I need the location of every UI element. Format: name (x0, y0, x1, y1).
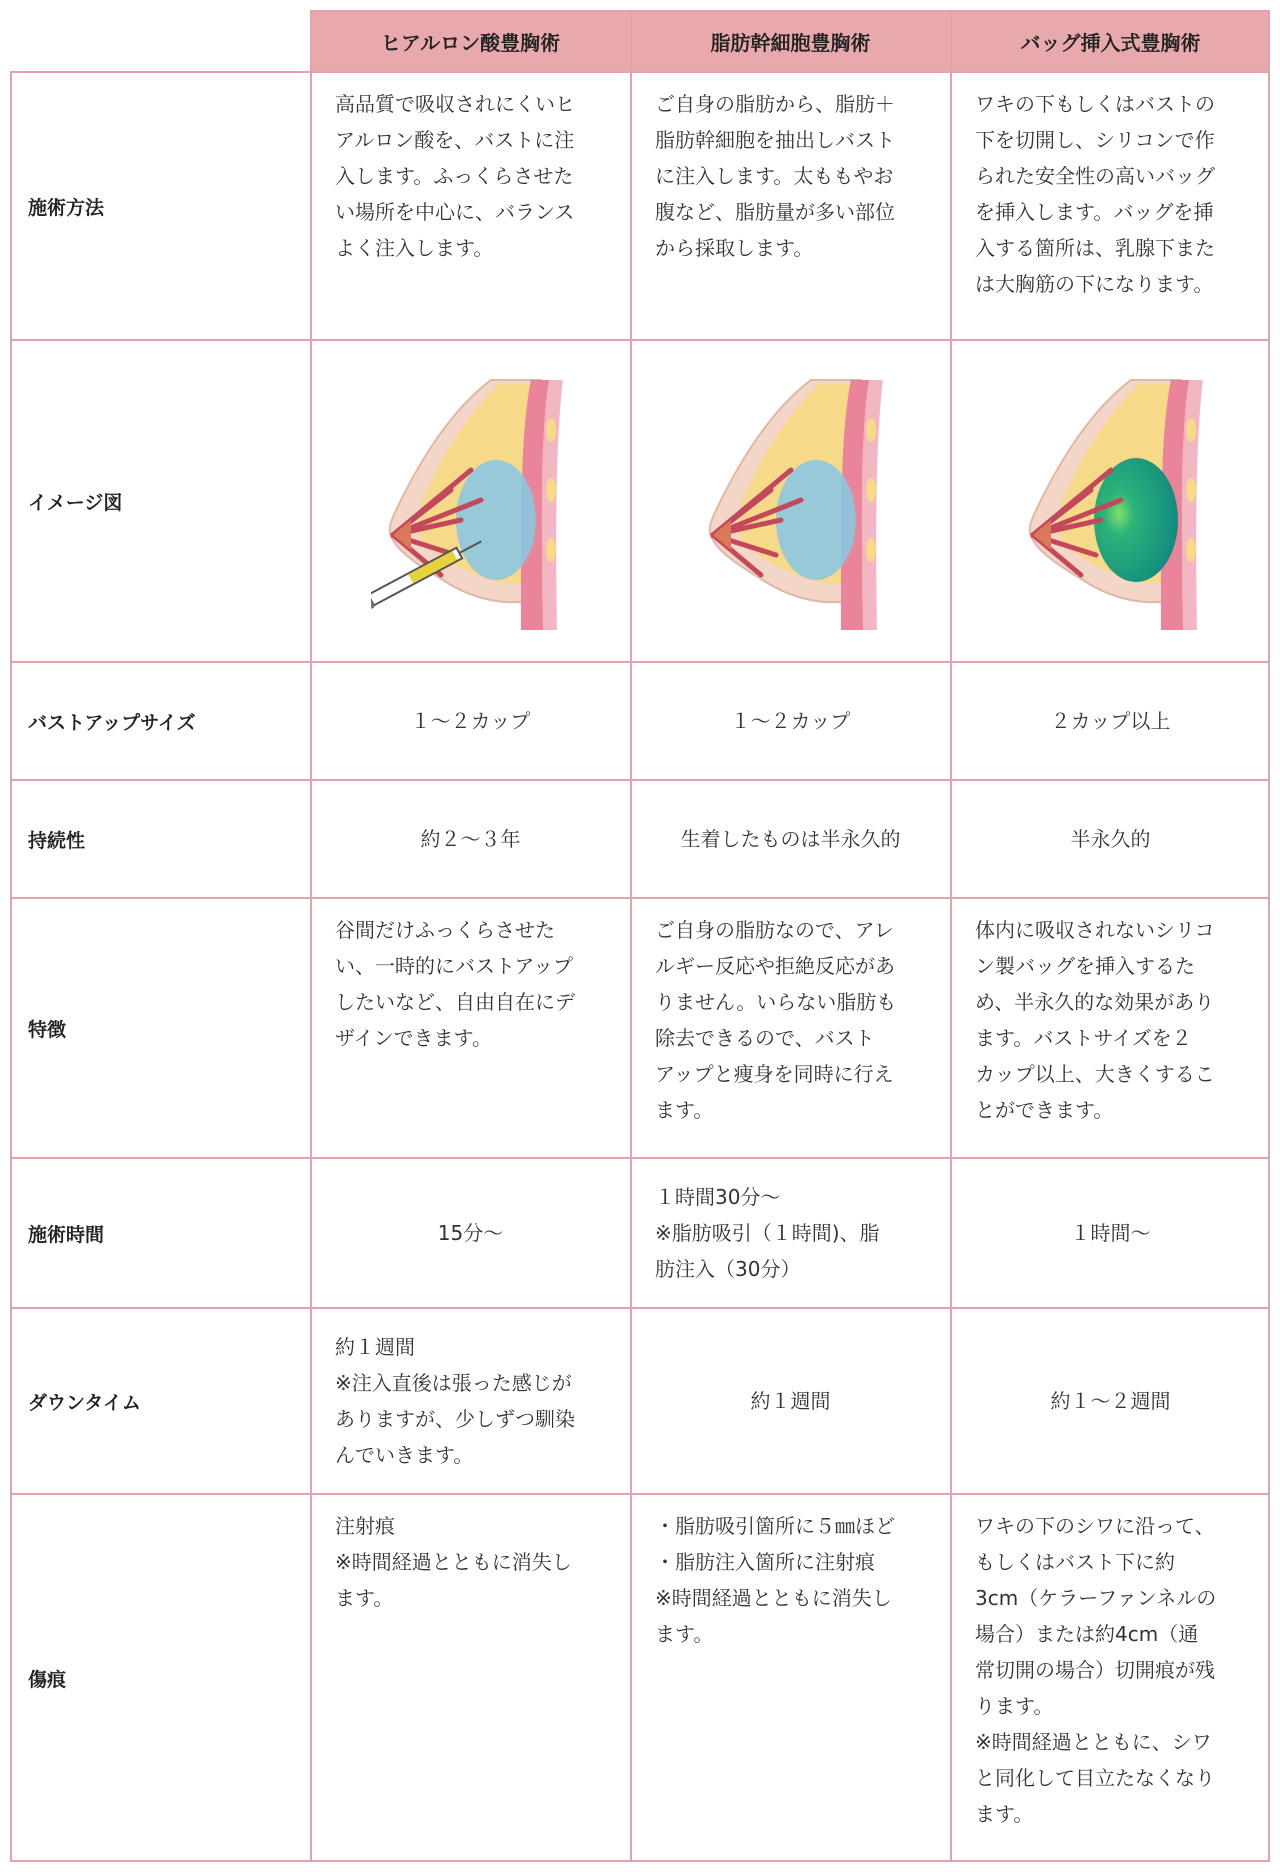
row-label-duration: 持続性 (28, 829, 86, 852)
row-label-time: 施術時間 (28, 1223, 105, 1246)
row-label-downtime: ダウンタイム (28, 1391, 141, 1414)
cell-text: 高品質で吸収されにくいヒ アルロン酸を、バストに注 入します。ふっくらさせた い場所を中心に、バランス よく注入します。 (335, 92, 575, 260)
grid-line (10, 71, 12, 1862)
row-label-features: 特徴 (28, 1018, 67, 1041)
grid-line (630, 10, 632, 1862)
cell-downtime-fat: 約１週間 (750, 1389, 831, 1413)
cell-duration-implant: 半永久的 (1070, 827, 1151, 851)
cell-text: １時間30分～ ※脂肪吸引（１時間)、脂 肪注入（30分） (655, 1185, 880, 1281)
grid-line (10, 779, 1270, 781)
header-fat-stem-cell: 脂肪幹細胞豊胸術 (631, 10, 950, 72)
grid-line (10, 1493, 1270, 1495)
cell-method-implant (951, 72, 1270, 340)
grid-line (10, 1157, 1270, 1159)
cell-text: ご自身の脂肪なので、アレ ルギー反応や拒絶反応があ りません。いらない脂肪も 除去できるので、バスト アップと痩身を同時に行え ます。 (655, 918, 897, 1122)
cell-text: 谷間だけふっくらさせた い、一時的にバストアップ したいなど、自由自在にデ ザインできます。 (335, 918, 575, 1050)
cell-scar-fat (631, 1494, 950, 1862)
grid-line (950, 10, 952, 1862)
header-hyaluronic: ヒアルロン酸豊胸術 (311, 10, 630, 72)
row-label-scar: 傷痕 (28, 1668, 67, 1691)
illustration-implant (1011, 370, 1211, 640)
cell-time-fat (631, 1158, 950, 1308)
grid-line (10, 661, 1270, 663)
cell-time-hyaluronic: 15分～ (437, 1221, 504, 1245)
cell-text: 約１週間 ※注入直後は張った感じが ありますが、少しずつ馴染 んでいきます。 (335, 1335, 575, 1467)
cell-text: ワキの下もしくはバストの 下を切開し、シリコンで作 られた安全性の高いバッグ を挿入します。バッグを挿 入する箇所は、乳腺下また は大胸筋の下になります。 (975, 92, 1215, 296)
grid-line (310, 10, 1270, 12)
cell-size-implant: ２カップ以上 (1050, 709, 1171, 733)
cell-text: ・脂肪吸引箇所に５㎜ほど ・脂肪注入箇所に注射痕 ※時間経過とともに消失し ます。 (655, 1514, 895, 1646)
cell-time-implant: １時間～ (1070, 1221, 1151, 1245)
row-label-image: イメージ図 (28, 491, 123, 514)
cell-features-implant (951, 898, 1270, 1158)
grid-line (10, 339, 1270, 341)
cell-text: ワキの下のシワに沿って、 もしくはバスト下に約 3cm（ケラーファンネルの 場合）または約4cm（通 常切開の場合）切開痕が残 ります。 ※時間経過とともに、シワ と同化して目立たなくなり ます。 (975, 1514, 1217, 1826)
grid-line (1268, 10, 1270, 1862)
cell-text: ご自身の脂肪から、脂肪＋ 脂肪幹細胞を抽出しバスト に注入します。太ももやお 腹など、脂肪量が多い部位 から採取します。 (655, 92, 895, 260)
cell-text: 注射痕 ※時間経過とともに消失し ます。 (335, 1514, 572, 1610)
grid-line (10, 1860, 1270, 1862)
cell-features-hyaluronic (311, 898, 630, 1158)
cell-size-fat: １～２カップ (730, 709, 851, 733)
cell-method-hyaluronic (311, 72, 630, 340)
comparison-table (10, 10, 1270, 1862)
cell-downtime-hyaluronic (311, 1308, 630, 1494)
cell-method-fat (631, 72, 950, 340)
cell-duration-hyaluronic: 約２～３年 (420, 827, 521, 851)
grid-line (10, 1307, 1270, 1309)
illustration-hyaluronic (371, 370, 571, 640)
cell-downtime-implant: 約１～２週間 (1050, 1389, 1171, 1413)
grid-line (10, 897, 1270, 899)
cell-features-fat (631, 898, 950, 1158)
illustration-fat-stem-cell (691, 370, 891, 640)
cell-scar-hyaluronic (311, 1494, 630, 1862)
cell-scar-implant (951, 1494, 1270, 1862)
cell-text: 体内に吸収されないシリコ ン製バッグを挿入するた め、半永久的な効果があり ます。バストサイズを２ カップ以上、大きくするこ とができます。 (975, 918, 1215, 1122)
row-label-method: 施術方法 (28, 196, 105, 219)
row-label-size: バストアップサイズ (28, 711, 196, 734)
header-implant: バッグ挿入式豊胸術 (951, 10, 1270, 72)
cell-size-hyaluronic: １～２カップ (410, 709, 531, 733)
grid-line (310, 10, 312, 1862)
grid-line (10, 71, 1270, 73)
cell-duration-fat: 生着したものは半永久的 (680, 827, 901, 851)
